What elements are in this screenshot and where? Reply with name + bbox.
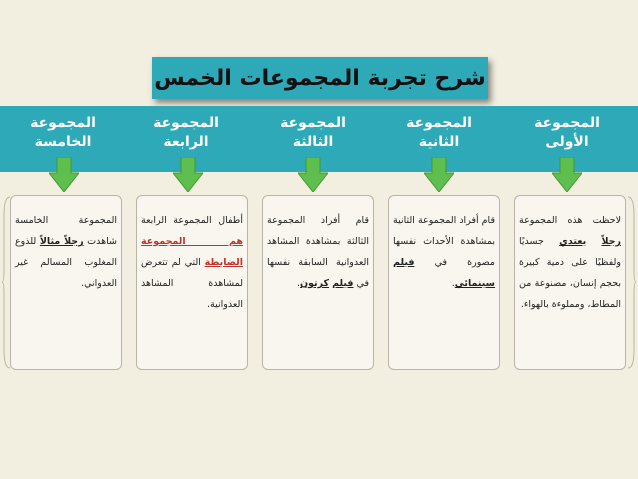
card-text: لاحظت هذه المجموعة رجلاً يعتدي جسديًا ولفظيًا على دمية كبيرة بحجم إنسان، مصنوعة من المطاط، ومملوءة بالهواء. [519, 215, 621, 310]
card-fourth-group [136, 195, 248, 370]
card-text: قام أفراد المجموعة الثالثة بمشاهدة المشاهد العدوانية السابقة نفسها في فيلم كرتون. [267, 215, 369, 289]
group-label-fourth [131, 114, 241, 152]
title-text: شرح تجربة المجموعات الخمس [154, 65, 486, 91]
group-label-line: المجموعة [534, 115, 600, 131]
highlight-text: فيلم [332, 278, 354, 289]
highlight-text: كرتون [299, 278, 330, 289]
group-label-third [258, 114, 368, 152]
card-fifth-group [10, 195, 122, 370]
card-text: قام أفراد المجموعة الثانية بمشاهدة الأحداث نفسها مصورة في فيلم سينمائي. [393, 215, 495, 289]
card-text: المجموعة الخامسة شاهدت رجلاً مثالاً للذوع المغلوب المسالم غير العدواني. [15, 215, 117, 289]
arrow-down-icon [552, 157, 582, 192]
card-text: أطفال المجموعة الرابعة هم المجموعة الضابطة التي لم تتعرض لمشاهدة المشاهد العدوانية. [141, 215, 243, 310]
group-label-fifth [8, 114, 118, 152]
arrow-down-icon [298, 157, 328, 192]
highlight-text: رجلاً مثالاً [39, 236, 84, 247]
group-label-line: المجموعة [406, 115, 472, 131]
group-label-first [512, 114, 622, 152]
highlight-text: يعتدي [559, 236, 587, 247]
card-first-group [514, 195, 626, 370]
group-label-line: المجموعة [30, 115, 96, 131]
highlight-text: هم المجموعة الضابطة [141, 236, 243, 268]
highlight-text: رجلاً [601, 236, 621, 247]
group-label-line: الأولى [545, 134, 589, 150]
group-label-line: الخامسة [34, 134, 92, 150]
group-label-line: الرابعة [163, 134, 209, 150]
arrow-down-icon [173, 157, 203, 192]
page-title [152, 57, 488, 99]
left-brace-icon [2, 195, 10, 370]
group-label-line: الثالثة [292, 134, 334, 150]
arrow-down-icon [424, 157, 454, 192]
group-label-line: الثانية [418, 134, 460, 150]
right-brace-icon [628, 195, 636, 370]
group-label-line: المجموعة [153, 115, 219, 131]
card-second-group [388, 195, 500, 370]
group-label-second [384, 114, 494, 152]
highlight-text: فيلم سينمائي [393, 257, 495, 289]
card-third-group [262, 195, 374, 370]
arrow-down-icon [49, 157, 79, 192]
group-label-line: المجموعة [280, 115, 346, 131]
